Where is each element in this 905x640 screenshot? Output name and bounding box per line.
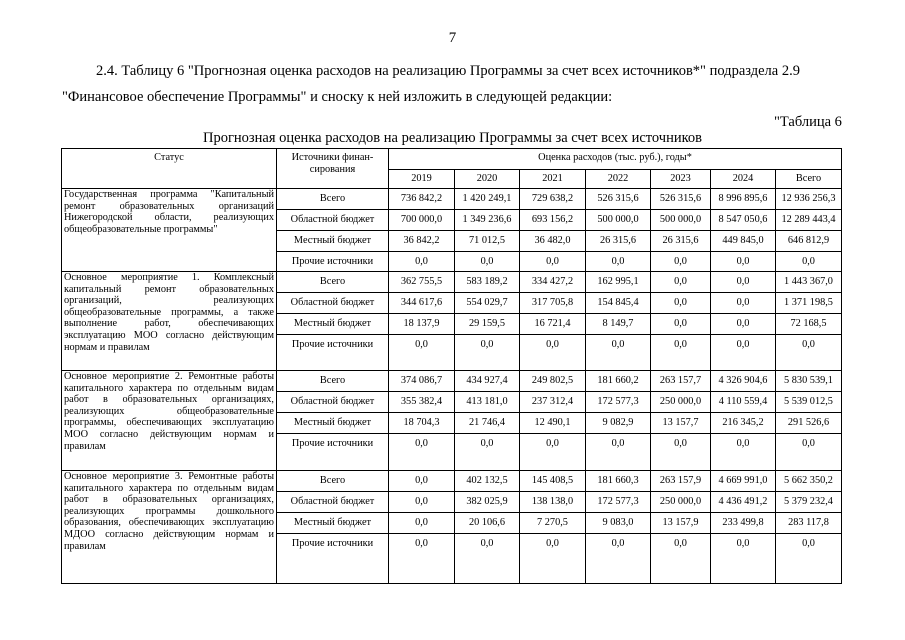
value-cell: 700 000,0 [389, 210, 455, 231]
value-cell: 0,0 [586, 534, 651, 584]
value-cell: 216 345,2 [711, 413, 776, 434]
value-cell: 36 842,2 [389, 231, 455, 252]
table-row [62, 371, 842, 392]
source-cell: Местный бюджет [277, 231, 389, 252]
value-cell: 0,0 [520, 335, 586, 371]
intro-line-2: "Финансовое обеспечение Программы" и сноску к ней изложить в следующей редакции: [62, 89, 613, 105]
value-cell: 0,0 [776, 335, 842, 371]
source-cell: Местный бюджет [277, 513, 389, 534]
value-cell: 344 617,6 [389, 293, 455, 314]
value-cell: 449 845,0 [711, 231, 776, 252]
value-cell: 5 539 012,5 [776, 392, 842, 413]
value-cell: 0,0 [711, 293, 776, 314]
header-year: 2020 [455, 170, 520, 189]
value-cell: 554 029,7 [455, 293, 520, 314]
value-cell: 13 157,7 [651, 413, 711, 434]
value-cell: 0,0 [711, 434, 776, 471]
table-label: "Таблица 6 [774, 114, 842, 130]
value-cell: 583 189,2 [455, 272, 520, 293]
source-cell: Областной бюджет [277, 492, 389, 513]
value-cell: 250 000,0 [651, 492, 711, 513]
value-cell: 26 315,6 [586, 231, 651, 252]
value-cell: 138 138,0 [520, 492, 586, 513]
value-cell: 20 106,6 [455, 513, 520, 534]
value-cell: 362 755,5 [389, 272, 455, 293]
source-cell: Прочие источники [277, 335, 389, 371]
source-cell: Прочие источники [277, 434, 389, 471]
value-cell: 263 157,9 [651, 471, 711, 492]
value-cell: 382 025,9 [455, 492, 520, 513]
header-year: 2019 [389, 170, 455, 189]
table-title: Прогнозная оценка расходов на реализацию Программы за счет всех источников [202, 130, 703, 146]
value-cell: 29 159,5 [455, 314, 520, 335]
value-cell: 4 436 491,2 [711, 492, 776, 513]
header-year: 2023 [651, 170, 711, 189]
value-cell: 0,0 [651, 434, 711, 471]
value-cell: 402 132,5 [455, 471, 520, 492]
value-cell: 0,0 [651, 272, 711, 293]
value-cell: 5 662 350,2 [776, 471, 842, 492]
value-cell: 12 936 256,3 [776, 189, 842, 210]
value-cell: 233 499,8 [711, 513, 776, 534]
header-status: Статус [62, 149, 277, 189]
value-cell: 374 086,7 [389, 371, 455, 392]
table-row [62, 272, 842, 293]
value-cell: 0,0 [389, 492, 455, 513]
value-cell: 0,0 [389, 335, 455, 371]
value-cell: 21 746,4 [455, 413, 520, 434]
value-cell: 0,0 [389, 434, 455, 471]
value-cell: 334 427,2 [520, 272, 586, 293]
value-cell: 434 927,4 [455, 371, 520, 392]
status-cell: Основное мероприятие 1. Комплексный капитальный ремонт образовательных организаций, реализующих общеобразовательные программы, а также выполнение работ, обеспечивающих эксплуатацию МОО согласно действующим нормам и правилам [62, 272, 277, 371]
value-cell: 5 830 539,1 [776, 371, 842, 392]
header-total: Всего [776, 170, 842, 189]
value-cell: 0,0 [455, 252, 520, 272]
value-cell: 646 812,9 [776, 231, 842, 252]
header-year: 2021 [520, 170, 586, 189]
value-cell: 162 995,1 [586, 272, 651, 293]
expense-table [61, 148, 842, 584]
value-cell: 736 842,2 [389, 189, 455, 210]
value-cell: 1 443 367,0 [776, 272, 842, 293]
value-cell: 0,0 [651, 252, 711, 272]
value-cell: 145 408,5 [520, 471, 586, 492]
value-cell: 0,0 [776, 534, 842, 584]
value-cell: 4 669 991,0 [711, 471, 776, 492]
value-cell: 0,0 [389, 513, 455, 534]
source-cell: Местный бюджет [277, 413, 389, 434]
value-cell: 16 721,4 [520, 314, 586, 335]
value-cell: 18 704,3 [389, 413, 455, 434]
value-cell: 12 289 443,4 [776, 210, 842, 231]
value-cell: 9 083,0 [586, 513, 651, 534]
value-cell: 249 802,5 [520, 371, 586, 392]
page-number: 7 [448, 30, 457, 46]
value-cell: 0,0 [651, 534, 711, 584]
source-cell: Всего [277, 471, 389, 492]
value-cell: 729 638,2 [520, 189, 586, 210]
intro-line-1: 2.4. Таблицу 6 "Прогнозная оценка расходов на реализацию Программы за счет всех источников*" подраздела 2.9 [96, 63, 800, 79]
value-cell: 526 315,6 [586, 189, 651, 210]
value-cell: 526 315,6 [651, 189, 711, 210]
value-cell: 0,0 [776, 434, 842, 471]
status-cell: Государственная программа "Капитальный ремонт образовательных организаций Нижегородской области, реализующих общеобразовательные программы" [62, 189, 277, 272]
value-cell: 8 547 050,6 [711, 210, 776, 231]
status-cell: Основное мероприятие 2. Ремонтные работы капитального характера по отдельным видам работ в образовательных организациях, реализующих общеобразовательные программы, обеспечивающих эксплуатацию МОО согласно действующим нормам и правилам [62, 371, 277, 471]
source-cell: Областной бюджет [277, 392, 389, 413]
value-cell: 0,0 [586, 252, 651, 272]
value-cell: 0,0 [389, 534, 455, 584]
source-cell: Областной бюджет [277, 210, 389, 231]
table-row [62, 471, 842, 492]
value-cell: 172 577,3 [586, 392, 651, 413]
status-cell: Основное мероприятие 3. Ремонтные работы капитального характера по отдельным видам работ в образовательных организациях, реализующих программы дошкольного образования, обеспечивающих эксплуатацию МДОО согласно действующим нормам и правилам [62, 471, 277, 584]
value-cell: 0,0 [455, 335, 520, 371]
value-cell: 0,0 [776, 252, 842, 272]
value-cell: 0,0 [586, 335, 651, 371]
value-cell: 500 000,0 [586, 210, 651, 231]
table-body [62, 189, 842, 584]
value-cell: 1 349 236,6 [455, 210, 520, 231]
value-cell: 0,0 [520, 534, 586, 584]
value-cell: 181 660,3 [586, 471, 651, 492]
source-cell: Всего [277, 189, 389, 210]
source-cell: Областной бюджет [277, 293, 389, 314]
value-cell: 355 382,4 [389, 392, 455, 413]
header-sources: Источники финан-сирования [277, 149, 389, 189]
value-cell: 0,0 [455, 534, 520, 584]
value-cell: 181 660,2 [586, 371, 651, 392]
value-cell: 26 315,6 [651, 231, 711, 252]
value-cell: 12 490,1 [520, 413, 586, 434]
table-row [62, 189, 842, 210]
header-year: 2022 [586, 170, 651, 189]
value-cell: 0,0 [455, 434, 520, 471]
value-cell: 18 137,9 [389, 314, 455, 335]
value-cell: 291 526,6 [776, 413, 842, 434]
value-cell: 154 845,4 [586, 293, 651, 314]
value-cell: 13 157,9 [651, 513, 711, 534]
value-cell: 0,0 [520, 434, 586, 471]
value-cell: 172 577,3 [586, 492, 651, 513]
source-cell: Всего [277, 371, 389, 392]
value-cell: 71 012,5 [455, 231, 520, 252]
value-cell: 8 149,7 [586, 314, 651, 335]
source-cell: Прочие источники [277, 534, 389, 584]
value-cell: 0,0 [651, 314, 711, 335]
source-cell: Прочие источники [277, 252, 389, 272]
value-cell: 5 379 232,4 [776, 492, 842, 513]
value-cell: 250 000,0 [651, 392, 711, 413]
value-cell: 0,0 [711, 314, 776, 335]
value-cell: 317 705,8 [520, 293, 586, 314]
value-cell: 0,0 [711, 272, 776, 293]
value-cell: 693 156,2 [520, 210, 586, 231]
value-cell: 36 482,0 [520, 231, 586, 252]
value-cell: 0,0 [711, 252, 776, 272]
value-cell: 8 996 895,6 [711, 189, 776, 210]
value-cell: 500 000,0 [651, 210, 711, 231]
value-cell: 0,0 [651, 335, 711, 371]
value-cell: 1 371 198,5 [776, 293, 842, 314]
value-cell: 0,0 [651, 293, 711, 314]
value-cell: 4 326 904,6 [711, 371, 776, 392]
value-cell: 1 420 249,1 [455, 189, 520, 210]
value-cell: 9 082,9 [586, 413, 651, 434]
header-estimate: Оценка расходов (тыс. руб.), годы* [389, 149, 842, 170]
value-cell: 413 181,0 [455, 392, 520, 413]
value-cell: 7 270,5 [520, 513, 586, 534]
value-cell: 4 110 559,4 [711, 392, 776, 413]
value-cell: 0,0 [711, 335, 776, 371]
value-cell: 0,0 [586, 434, 651, 471]
value-cell: 237 312,4 [520, 392, 586, 413]
value-cell: 263 157,7 [651, 371, 711, 392]
value-cell: 283 117,8 [776, 513, 842, 534]
value-cell: 0,0 [520, 252, 586, 272]
value-cell: 0,0 [389, 471, 455, 492]
source-cell: Местный бюджет [277, 314, 389, 335]
value-cell: 0,0 [389, 252, 455, 272]
value-cell: 72 168,5 [776, 314, 842, 335]
source-cell: Всего [277, 272, 389, 293]
value-cell: 0,0 [711, 534, 776, 584]
header-year: 2024 [711, 170, 776, 189]
